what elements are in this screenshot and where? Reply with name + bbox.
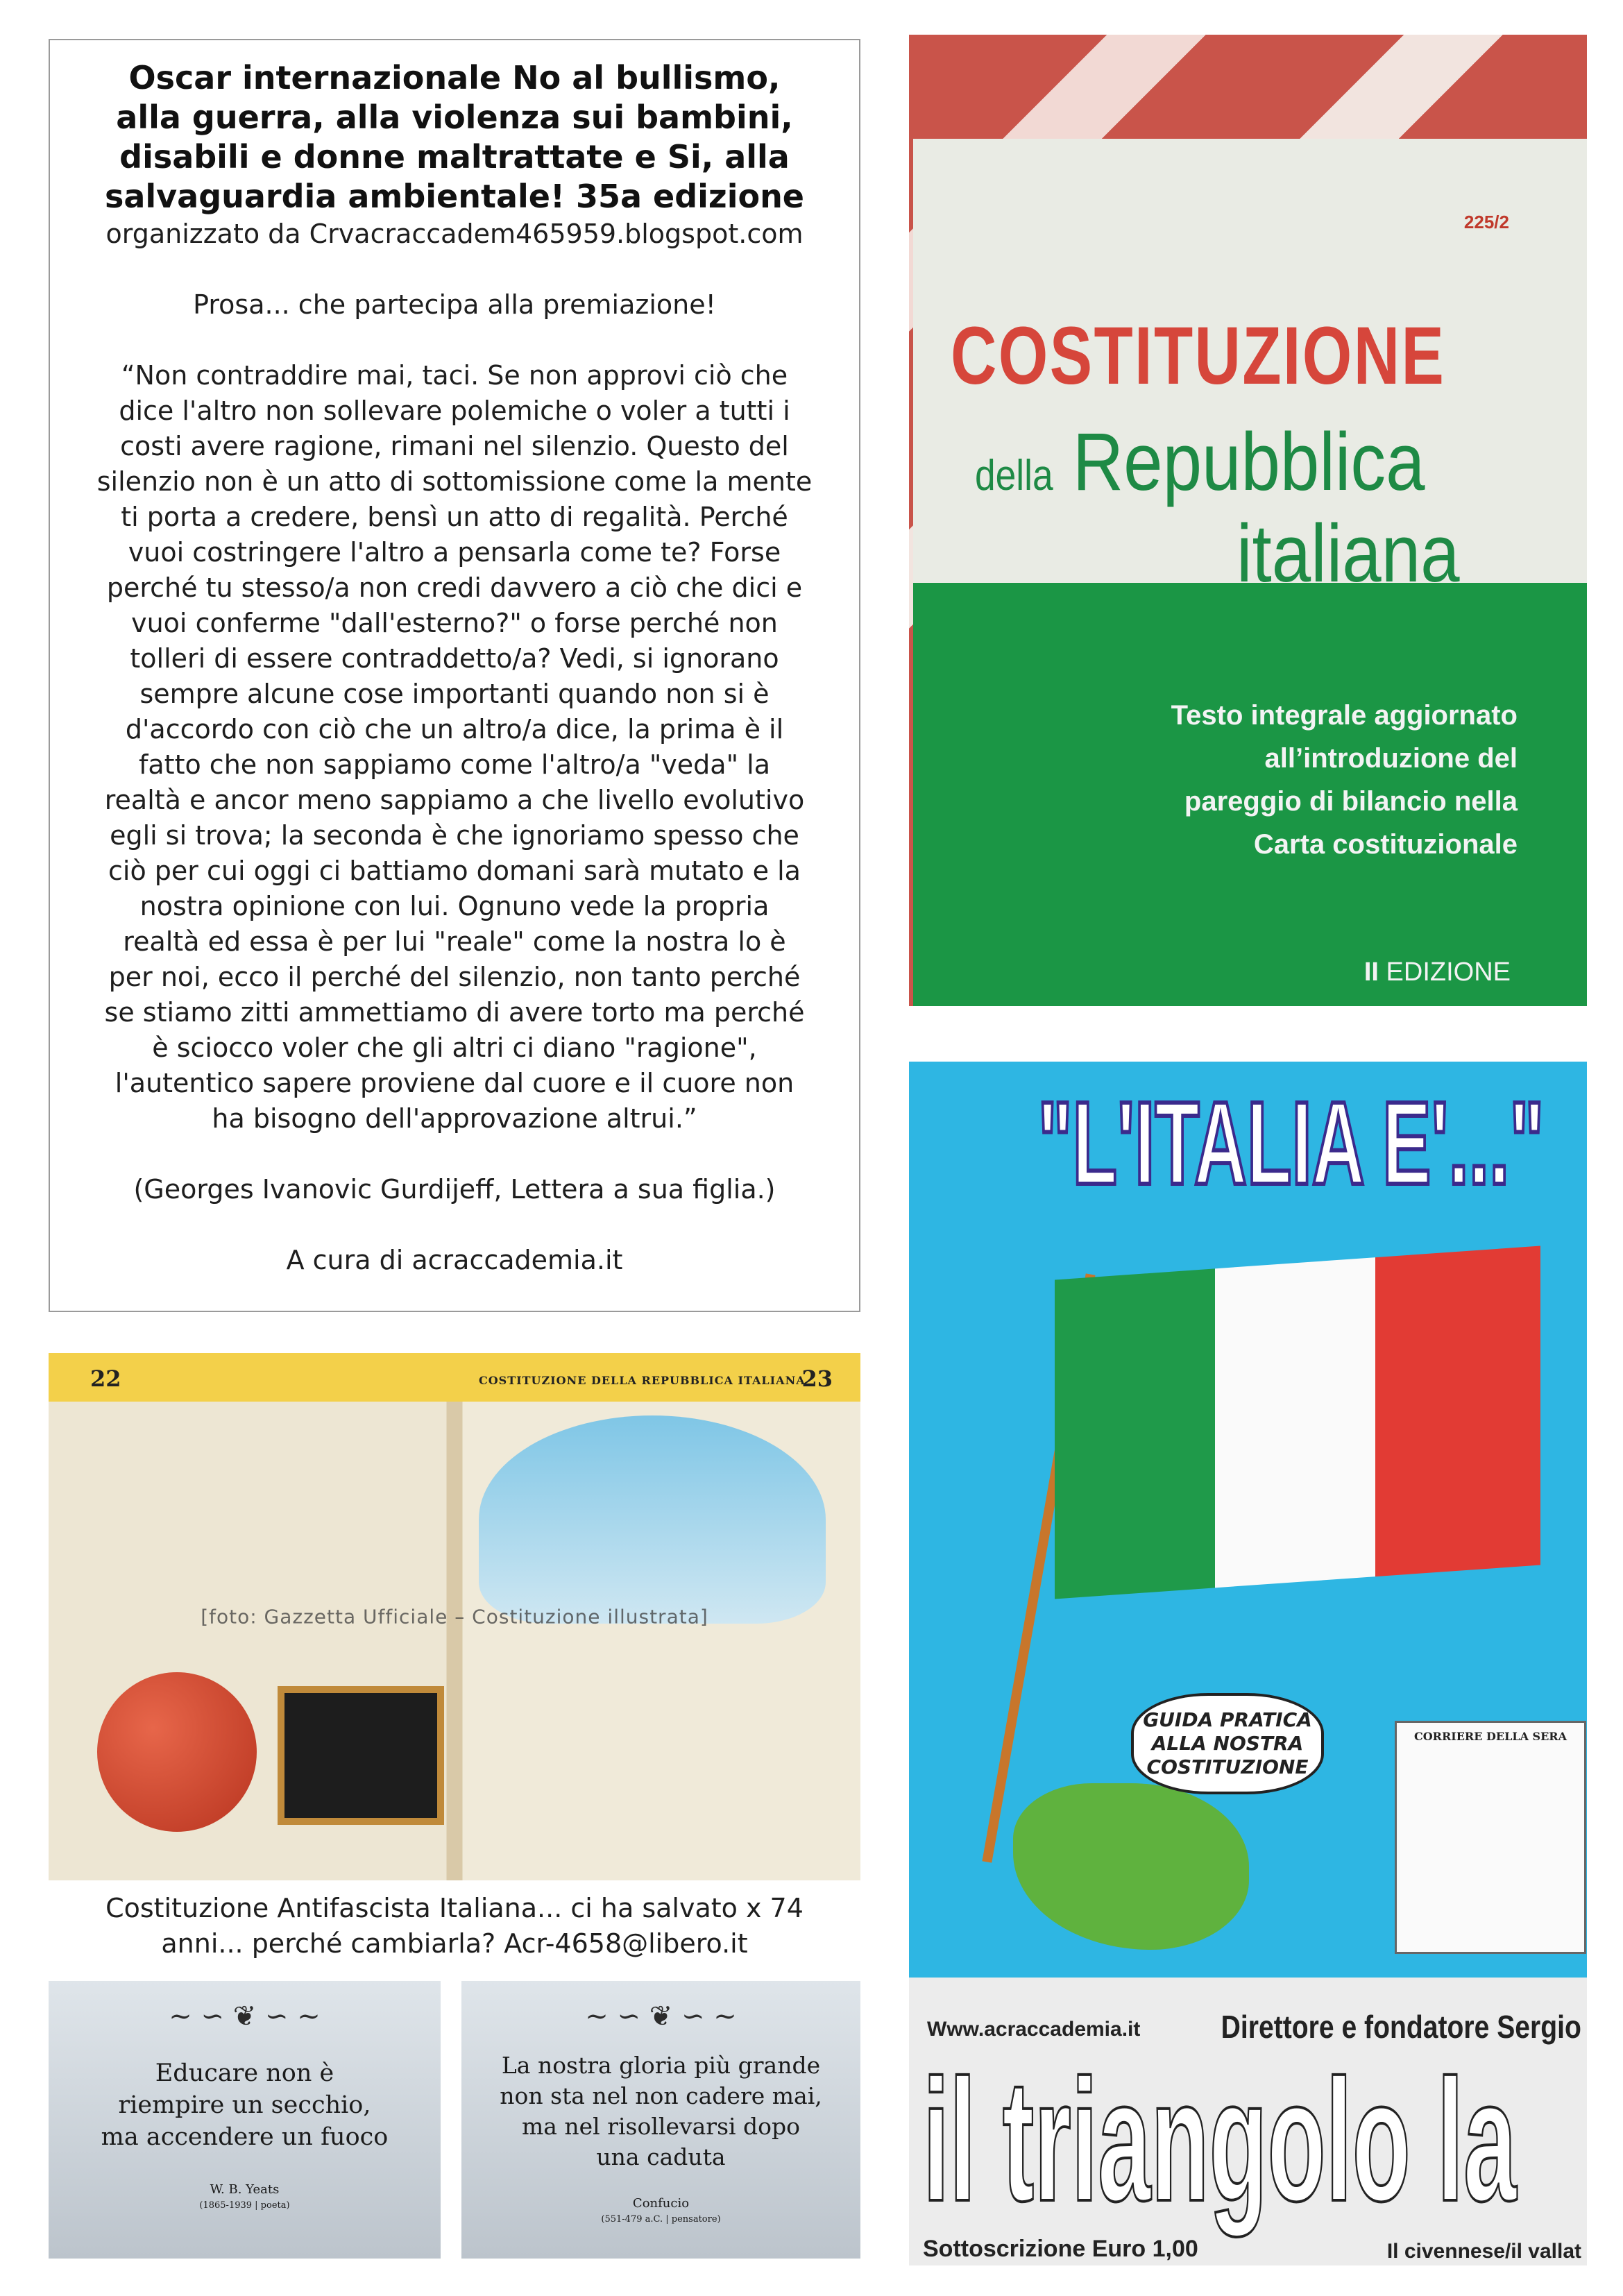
photo-placeholder-label: [foto: Gazzetta Ufficiale – Costituzione illustrata] [201, 1605, 708, 1629]
quote-text [49, 2057, 441, 2153]
quote-line: non sta nel non cadere mai, [500, 2082, 822, 2109]
attribution-line: (Georges Ivanovic Gurdijeff, Lettera a sua figlia.) [133, 1174, 776, 1205]
body-line: ti porta a credere, bensì un atto di regalità. Perché [121, 502, 788, 532]
page-number-left: 22 [90, 1366, 121, 1392]
guida-speech-bubble [1131, 1693, 1324, 1794]
subtitle-line: all’introduzione del [1264, 743, 1518, 774]
confucio-quote-card [461, 1981, 860, 2259]
quote-line: ma nel risollevarsi dopo [521, 2113, 801, 2140]
subtitle-line: Carta costituzionale [1253, 829, 1518, 860]
newspaper-masthead: CORRIERE DELLA SERA [1413, 1730, 1567, 1743]
quote-line: La nostra gloria più grande [501, 2052, 821, 2079]
body-line: vuoi costringere l'altro a pensarla come te? Forse [128, 537, 781, 568]
body-line: egli si trova; la seconda è che ignoriamo spesso che [110, 820, 799, 851]
quote-text [461, 2050, 860, 2172]
body-line: dice l'altro non sollevare polemiche o voler a tutti i [119, 396, 790, 426]
price-line: Sottoscrizione Euro 1,00 [923, 2236, 1198, 2262]
quote-author-dates: (551-479 a.C. | pensatore) [601, 2214, 721, 2225]
yeats-quote-card [49, 1981, 441, 2259]
italian-flag-icon [1055, 1246, 1540, 1599]
caption-line: anni... perché cambiarla? Acr-4658@libero.it [161, 1928, 748, 1959]
body-line: d'accordo con ciò che un altro/a dice, la prima è il [125, 714, 784, 745]
body-line: perché tu stesso/a non credi davvero a ciò che dici e [106, 572, 803, 603]
cartoon-landscape [479, 1415, 826, 1624]
page-number-right: 23 [801, 1366, 833, 1392]
quote-body [68, 358, 841, 1137]
body-line: l'autentico sapere proviene dal cuore e il cuore non [114, 1068, 794, 1098]
guida-line: COSTITUZIONE [1146, 1755, 1309, 1778]
body-line: tolleri di essere contraddetto/a? Vedi, si ignorano [130, 643, 779, 674]
award-heading [68, 58, 841, 216]
gazzetta-caption [49, 1891, 860, 1962]
costituzione-book-cover [909, 35, 1587, 1006]
spread-header: COSTITUZIONE DELLA REPUBBLICA ITALIANA [479, 1374, 806, 1387]
body-line: ciò per cui oggi ci battiamo domani sarà mutato e la [108, 856, 801, 886]
organizer-line: organizzato da Crvacraccadem465959.blogspot.com [105, 219, 804, 249]
body-line: “Non contraddire mai, taci. Se non approvi ciò che [121, 360, 788, 391]
booklet-title: "L'ITALIA E'..." [1037, 1078, 1545, 1209]
quote-author: Confucio [632, 2196, 690, 2211]
book-subtitle [909, 694, 1587, 866]
body-line: vuoi conferme "dall'esterno?" o forse perché non [131, 608, 778, 638]
article-text-panel [49, 39, 860, 1312]
heading-line: Oscar internazionale No al bullismo, [128, 59, 781, 96]
della-word: della [975, 452, 1053, 500]
caption-line: Costituzione Antifascista Italiana... ci ha salvato x 74 [105, 1893, 804, 1923]
quote-author-dates: (1865-1939 | poeta) [199, 2200, 290, 2211]
body-line: se stiamo zitti ammettiamo di avere torto ma perché [104, 997, 805, 1028]
book-code: 225/2 [1463, 212, 1509, 232]
guida-line: GUIDA PRATICA [1143, 1708, 1312, 1731]
cartoon-blackboard [278, 1686, 444, 1825]
edition-word: EDIZIONE [1386, 958, 1511, 987]
subtitle-line: pareggio di bilancio nella [1184, 786, 1518, 817]
body-line: nostra opinione con lui. Ognuno vede la propria [139, 891, 770, 921]
director-line: Direttore e fondatore Sergio [1221, 2009, 1581, 2045]
subtitle-line: Testo integrale aggiornato [1171, 700, 1518, 731]
website-url: Www.acraccademia.it [927, 2018, 1141, 2041]
quote-line: una caduta [596, 2143, 726, 2170]
repubblica-word: Repubblica [1072, 416, 1425, 508]
italy-map-icon [1013, 1783, 1249, 1950]
body-line: fatto che non sappiamo come l'altro/a "veda" la [139, 749, 770, 780]
curator-line: A cura di acraccademia.it [286, 1245, 623, 1275]
italia-e-booklet-cover [909, 1062, 1587, 2265]
body-line: per noi, ecco il perché del silenzio, non tanto perché [108, 962, 801, 992]
body-line: sempre alcune cose importanti quando non si è [139, 679, 770, 709]
gazzetta-spread-photo [49, 1353, 860, 1880]
newspaper-character [1395, 1721, 1586, 1954]
guida-line: ALLA NOSTRA [1151, 1732, 1304, 1755]
heading-line: salvaguardia ambientale! 35a edizione [104, 178, 805, 215]
cartoon-mascot [97, 1672, 257, 1832]
body-line: realtà e ancor meno sappiamo a che livello evolutivo [104, 785, 805, 815]
ornament-icon: ~ ∽ ❦ ∽ ~ [585, 2000, 737, 2032]
quote-line: ma accendere un fuoco [101, 2123, 389, 2151]
quote-line: riempire un secchio, [118, 2091, 371, 2119]
heading-line: alla guerra, alla violenza sui bambini, [116, 99, 793, 136]
book-title-line2 [975, 415, 1425, 509]
ornament-icon: ~ ∽ ❦ ∽ ~ [169, 2000, 321, 2032]
body-line: silenzio non è un atto di sottomissione come la mente [96, 466, 813, 497]
quote-author: W. B. Yeats [210, 2182, 280, 2197]
book-title: COSTITUZIONE [951, 310, 1446, 402]
body-line: realtà ed essa è per lui "reale" come la nostra lo è [123, 926, 786, 957]
edition-number: II [1363, 958, 1379, 987]
book-edition [1364, 958, 1511, 987]
body-line: è sciocco voler che gli altri ci diano "ragione", [152, 1032, 757, 1063]
quote-line: Educare non è [155, 2059, 334, 2087]
triangolo-masthead: il triangolo la [923, 2043, 1517, 2237]
body-line: costi avere ragione, rimani nel silenzio. Questo del [120, 431, 789, 461]
edition-footer: Il civennese/il vallat [1386, 2240, 1581, 2263]
intro-line: Prosa... che partecipa alla premiazione! [193, 289, 716, 320]
book-title-line3: italiana [1237, 508, 1460, 599]
heading-line: disabili e donne maltrattate e Si, alla [119, 138, 790, 176]
body-line: ha bisogno dell'approvazione altrui.” [212, 1103, 697, 1134]
